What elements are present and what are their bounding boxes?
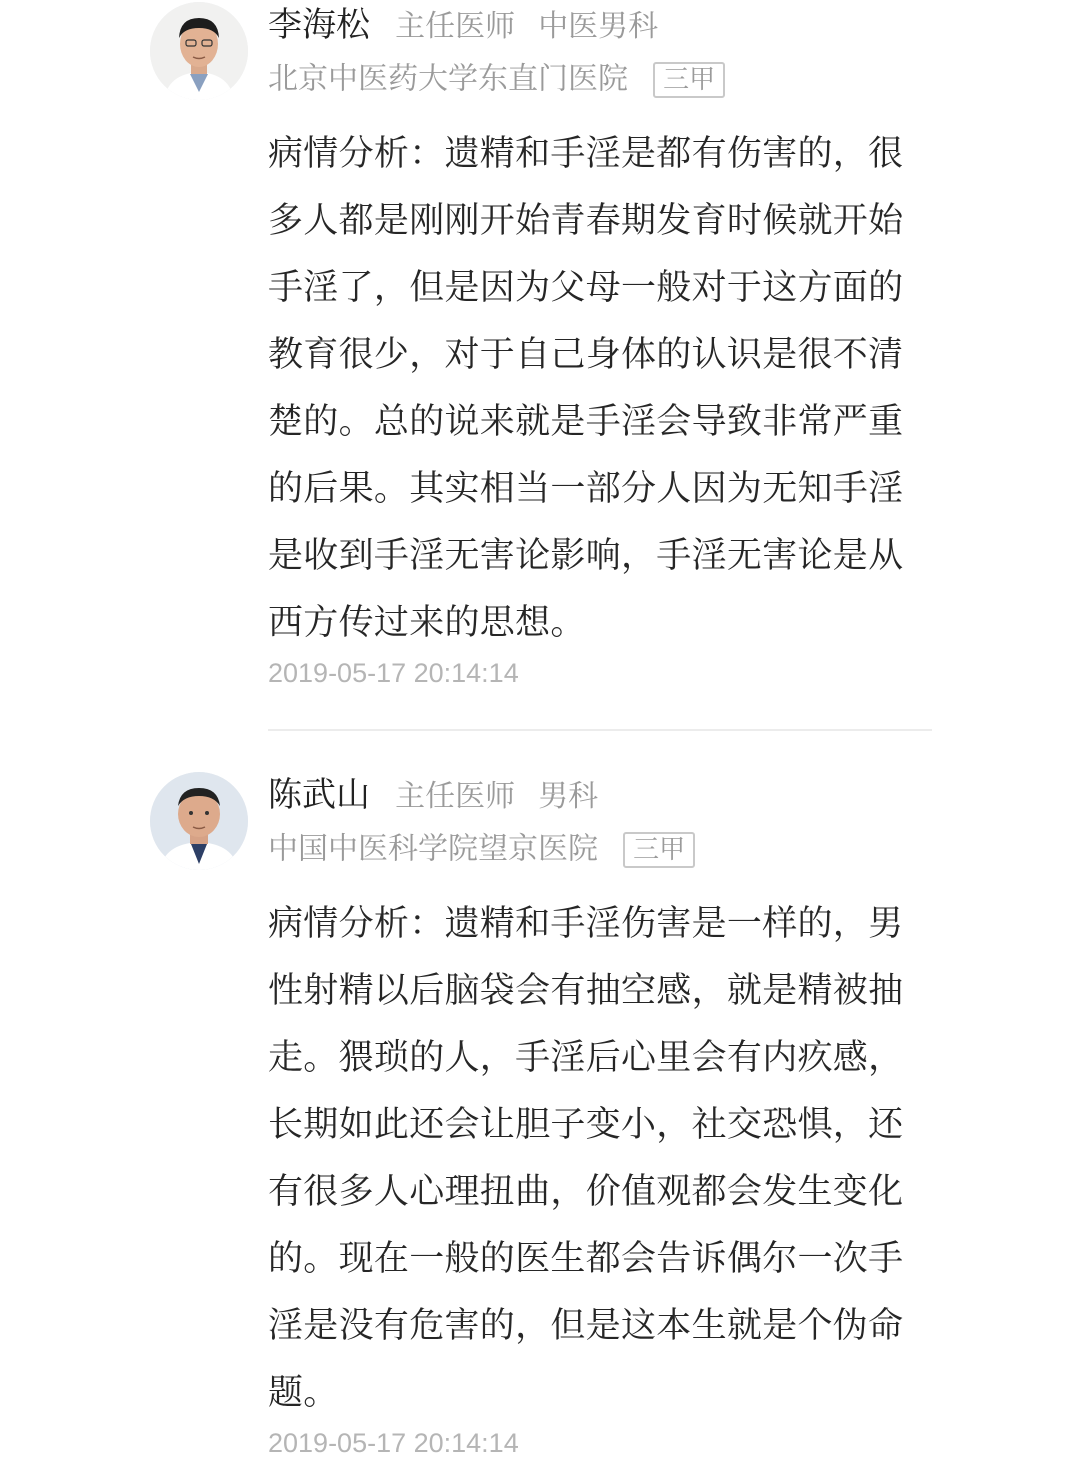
answer-timestamp: 2019-05-17 20:14:14 bbox=[268, 1428, 519, 1458]
doctor-department: 男科 bbox=[538, 779, 599, 814]
answer-timestamp: 2019-05-17 20:14:14 bbox=[268, 658, 519, 688]
analysis-text: 病情分析：遗精和手淫是都有伤害的，很多人都是刚刚开始青春期发育时候就开始手淫了，但是因为父母一般对于这方面的教育很少，对于自己身体的认识是很不清楚的。总的说来就是手淫会导致非常严重的后果。其实相当一部分人因为无知手淫是收到手淫无害论影响，手淫无害论是从西方传过来的思想。 bbox=[268, 134, 904, 643]
hospital-name[interactable]: 北京中医药大学东直门医院 bbox=[268, 61, 628, 97]
doctor-name[interactable]: 陈武山 bbox=[268, 775, 370, 815]
doctor-title: 主任医师 bbox=[395, 779, 516, 814]
doctor-name[interactable]: 李海松 bbox=[268, 5, 370, 45]
analysis-text: 病情分析：遗精和手淫伤害是一样的，男性射精以后脑袋会有抽空感，就是精被抽走。猥琐的人，手淫后心里会有内疚感，长期如此还会让胆子变小，社交恐惧，还有很多人心理扭曲，价值观都会发生变化的。现在一般的医生都会告诉偶尔一次手淫是没有危害的，但是这本生就是个伪命题。 bbox=[268, 904, 904, 1413]
doctor-avatar[interactable] bbox=[150, 772, 248, 870]
doctor-title: 主任医师 bbox=[395, 9, 516, 44]
hospital-name[interactable]: 中国中医科学院望京医院 bbox=[268, 831, 598, 867]
doctor-department: 中医男科 bbox=[538, 9, 659, 44]
doctor-avatar[interactable] bbox=[150, 2, 248, 100]
hospital-grade-badge: 三甲 bbox=[653, 62, 725, 98]
answer-divider bbox=[268, 729, 932, 731]
hospital-grade-badge: 三甲 bbox=[623, 832, 695, 868]
